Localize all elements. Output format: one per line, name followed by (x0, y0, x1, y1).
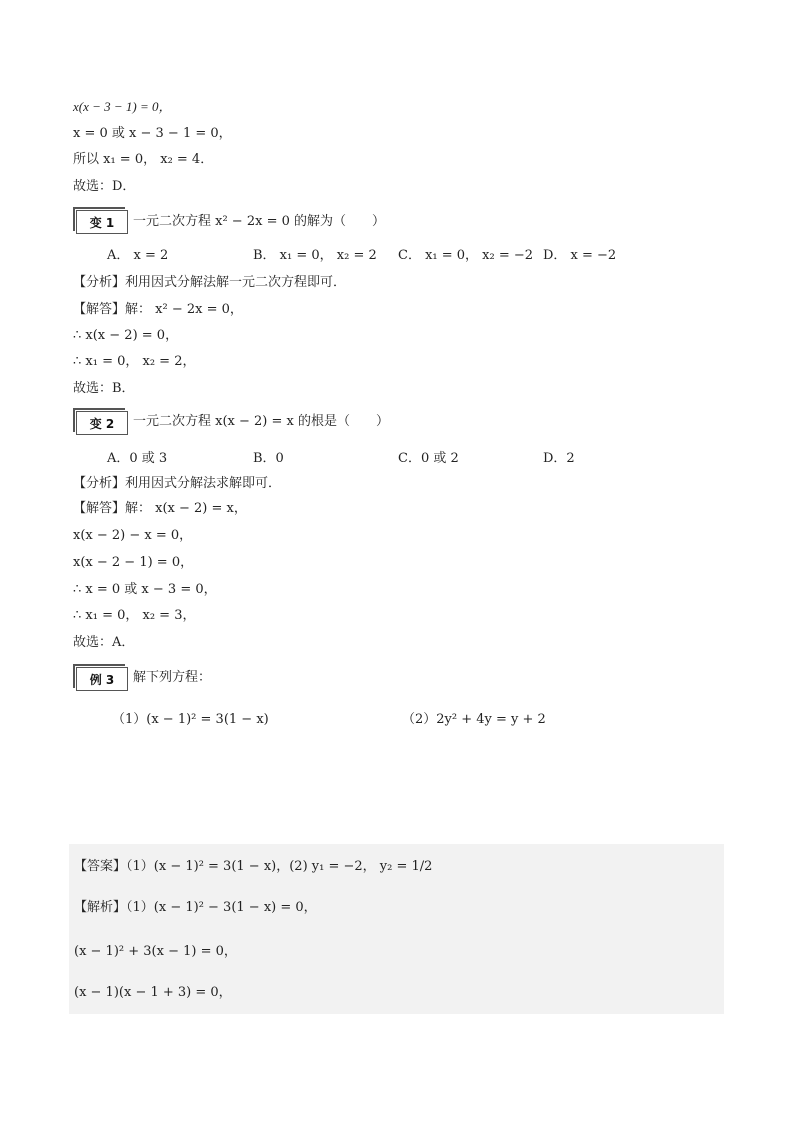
solution-text: 解： x(x − 2) = x， (125, 501, 247, 516)
example-3-stem: 解下列方程： (133, 670, 212, 685)
q2-analysis (73, 475, 281, 493)
question-1-stem: 一元二次方程 x² − 2x = 0 的解为（ ） (133, 214, 385, 229)
solution-label: 【解答】 (73, 501, 126, 516)
example-3-part-2: （2）2y² + 4y = y + 2 (402, 712, 546, 727)
q1-solution (73, 301, 243, 319)
q2-step-1: x(x − 2) − x = 0， (73, 528, 193, 543)
explain-line (74, 899, 317, 917)
analysis-label: 【分析】 (73, 275, 126, 290)
q2-option-d: D．2 (543, 451, 575, 466)
q2-step-5: 故选：A． (73, 635, 135, 650)
question-2-stem: 一元二次方程 x(x − 2) = x 的根是（ ） (133, 414, 389, 429)
solution-text: 解： x² − 2x = 0， (125, 302, 243, 317)
q2-option-a: A．0 或 3 (107, 451, 168, 466)
top-line-3: 所以 x₁ = 0， x₂ = 4． (73, 152, 214, 167)
example-tag-3: 例 3 (76, 667, 128, 691)
top-line-2: x = 0 或 x − 3 − 1 = 0， (73, 126, 232, 141)
q1-step-3: 故选：B． (73, 381, 135, 396)
q1-option-a: A． x = 2 (107, 248, 169, 263)
q1-step-2: ∴ x₁ = 0， x₂ = 2， (73, 354, 196, 369)
q2-option-c: C．0 或 2 (398, 451, 459, 466)
top-line-4: 故选：D． (73, 179, 136, 194)
top-line-1: x(x − 3 − 1) = 0， (73, 99, 172, 114)
answer-box (69, 844, 724, 1014)
q2-solution (73, 500, 247, 518)
question-tag-2: 变 2 (76, 411, 128, 435)
explain-text: （1）(x − 1)² − 3(1 − x) = 0， (126, 900, 317, 915)
answer-line (74, 858, 432, 876)
q2-option-b: B．0 (253, 451, 284, 466)
q1-option-c: C． x₁ = 0， x₂ = −2 (398, 248, 534, 263)
analysis-text: 利用因式分解法解一元二次方程即可． (125, 275, 347, 290)
solution-label: 【解答】 (73, 302, 126, 317)
q2-step-2: x(x − 2 − 1) = 0， (73, 555, 194, 570)
analysis-label: 【分析】 (73, 476, 126, 491)
answer-text: （1）(x − 1)² = 3(1 − x)，(2) y₁ = −2， y₂ = 1/2 (126, 859, 433, 874)
explain-step-1: (x − 1)² + 3(x − 1) = 0， (74, 944, 237, 959)
question-tag-1: 变 1 (76, 210, 128, 234)
answer-label: 【答案】 (74, 859, 127, 874)
analysis-text: 利用因式分解法求解即可． (125, 476, 282, 491)
q2-step-4: ∴ x₁ = 0， x₂ = 3， (73, 608, 196, 623)
q1-option-b: B． x₁ = 0， x₂ = 2 (253, 248, 377, 263)
q1-option-d: D． x = −2 (543, 248, 617, 263)
example-3-part-1: （1）(x − 1)² = 3(1 − x) (112, 712, 269, 727)
q1-analysis (73, 274, 346, 292)
explain-label: 【解析】 (74, 900, 127, 915)
q2-step-3: ∴ x = 0 或 x − 3 = 0， (73, 582, 217, 597)
q1-step-1: ∴ x(x − 2) = 0， (73, 328, 179, 343)
explain-step-2: (x − 1)(x − 1 + 3) = 0， (74, 985, 232, 1000)
